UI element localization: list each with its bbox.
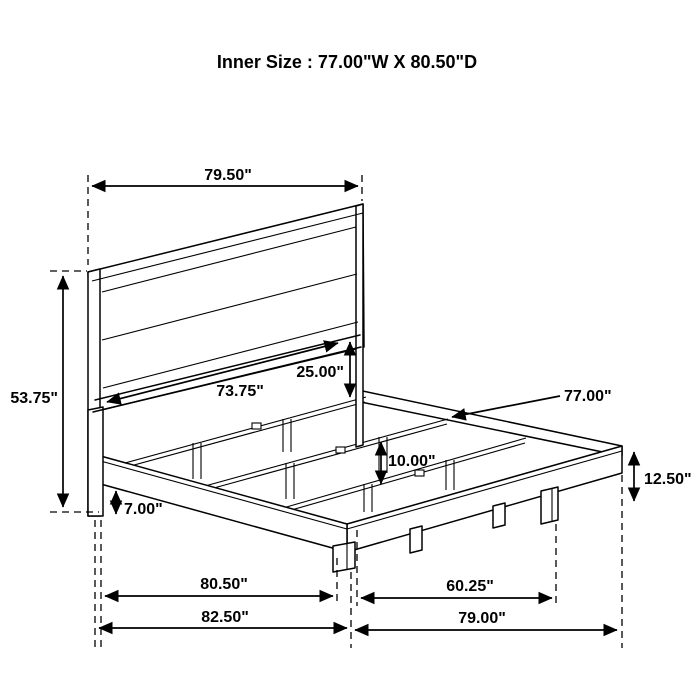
clearance-label: 7.00" xyxy=(124,501,163,518)
slat-length-label: 77.00" xyxy=(564,388,612,405)
diagram-title: Inner Size : 77.00"W X 80.50"D xyxy=(216,52,478,72)
side-rail-height-label: 12.50" xyxy=(644,471,692,488)
inner-depth-label: 80.50" xyxy=(200,576,248,593)
headboard-height-label: 53.75" xyxy=(10,390,58,407)
headboard-inner-width-label: 73.75" xyxy=(216,383,264,400)
headboard-width-label: 79.50" xyxy=(204,167,252,184)
overall-depth-label: 82.50" xyxy=(201,609,249,626)
slat-length-leader xyxy=(452,396,560,417)
foot-section-label: 60.25" xyxy=(446,578,494,595)
slat-support-height-label: 10.00" xyxy=(388,453,436,470)
headboard-panel-height-label: 25.00" xyxy=(296,364,344,381)
frame-depth-label: 79.00" xyxy=(458,610,506,627)
bed-frame-drawing xyxy=(88,204,622,572)
